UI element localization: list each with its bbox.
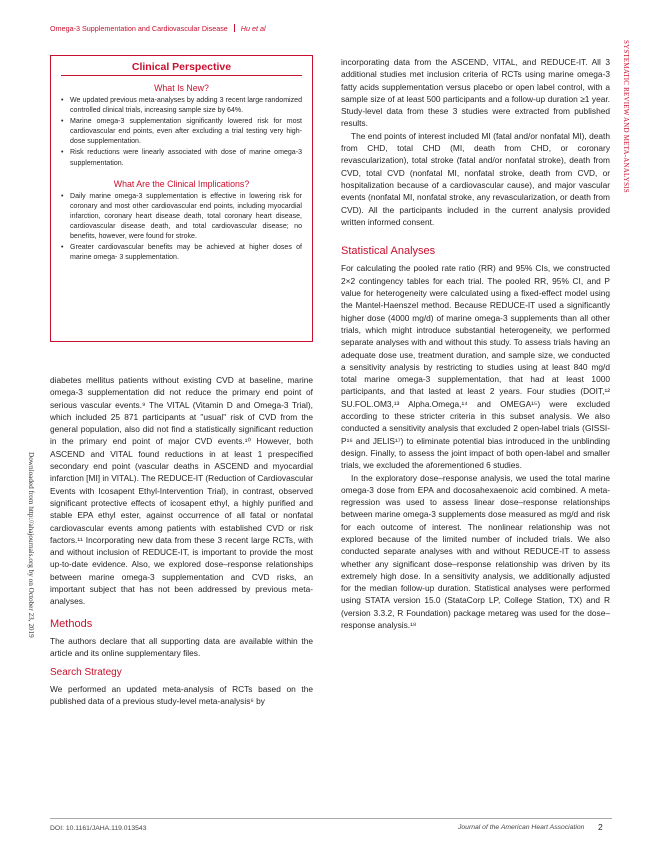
page-number: 2 bbox=[598, 822, 603, 832]
footer-doi: DOI: 10.1161/JAHA.119.013543 bbox=[50, 825, 147, 832]
search-strategy-paragraph: We performed an updated meta-analysis of RCTs based on the published data of a previous study-level meta-analysis⁶ by bbox=[50, 683, 313, 707]
clinical-implications-list bbox=[51, 192, 312, 264]
list-item: • Marine omega-3 supplementation significantly lowered risk for most cardiovascular end points, even after excluding a trial testing very high-dose supplementation. bbox=[70, 117, 302, 147]
list-item: • We updated previous meta-analyses by adding 3 recent large randomized controlled clinical trials, increasing sample size by 64%. bbox=[70, 96, 302, 116]
running-title: Omega-3 Supplementation and Cardiovascular Disease bbox=[50, 24, 228, 33]
footer-divider bbox=[50, 818, 612, 819]
statistics-paragraph: For calculating the pooled rate ratio (RR) and 95% CIs, we constructed 2×2 contingency tables for each trial. The pooled RR, 95% CI, and P value for heterogeneity were calculated using a fixed-effect model using the Mantel-Haenszel method. Because REDUCE-IT used a significantly higher dose (4000 mg/d) of marine omega-3 supplements than all other trials, which might introduce substantial heterogeneity, we performed separate analyses with and without this study. To assess trials having an adequate dose use, treatment duration, and sample size, we conducted a sensitivity analysis by restricting to studies using at least 840 mg/d total marine omega-3 supplementation, that had at least 1000 participants, and that lasted at least 2 years. Four studies (DOIT,¹² SU.FOL.OM3,¹³ Alpha.Omega,¹⁴ and OMEGA¹⁵) were excluded according to these stricter criteria in this subset analysis. We also conducted a sensitivity analysis that excluded 2 open-label trials (GISSI-P¹⁶ and JELIS¹⁷) to eliminate potential bias introduced in the unblinding design. Finally, to assess the joint impact of both open-label and smaller trials, we excluded the aforementioned 6 studies. bbox=[341, 263, 610, 471]
clinical-implications-heading: What Are the Clinical Implications? bbox=[113, 178, 250, 189]
running-authors: Hu et al bbox=[240, 24, 266, 33]
what-is-new-heading: What Is New? bbox=[154, 83, 209, 93]
methods-heading: Methods bbox=[50, 617, 93, 630]
clinical-perspective-box bbox=[50, 55, 313, 342]
inclusion-paragraph: incorporating data from the ASCEND, VITAL, and REDUCE-IT. All 3 additional studies met inclusion criteria of RCTs using marine omega-3 fatty acids supplementation versus placebo or open label control, with a sample size of at least 500 participants and a follow-up duration ≥1 year. Study-level data from these 3 studies were extracted from published results. bbox=[341, 57, 610, 129]
search-strategy-heading: Search Strategy bbox=[50, 666, 122, 678]
dose-response-paragraph: In the exploratory dose–response analysis, we used the total marine omega-3 dose from EPA and docosahexaenoic acid combined. A meta-regression was used to assess linear dose–response relationships between marine omega-3 supplements dose measured as mg/d and risk for each outcome of interest. The nonlinear relationship was not explored because of the limited number of included trials. We also conducted separate analyses with and without REDUCE-IT to assess whether any significant dose–response relationship was driven by its extremely high dose. In a sensitivity analysis, we additionally adjusted for the median follow-up duration. Statistical analyses were performed using STATA version 15.0 (StataCorp LP, College Station, TX) and R (version 3.3.2, R Foundation) package metareg was used for the dose–response analysis.¹⁸ bbox=[341, 472, 610, 631]
endpoints-paragraph: The end points of interest included MI (fatal and/or nonfatal MI), death from CHD, total CHD (MI, death from CHD, or coronary revascularization), total stroke (fatal and/or nonfatal stroke), death from CVD, total CVD (nonfatal MI, nonfatal stroke, death from CVD, or hospitalization because of a cardiovascular cause), and major vascular events (nonfatal MI, nonfatal stroke, any revascularization, or death from CVD). All the participants included in the current analysis provided written informed consent. bbox=[341, 130, 610, 227]
box-title: Clinical Perspective bbox=[131, 61, 232, 73]
what-is-new-list bbox=[51, 96, 312, 169]
header-separator bbox=[234, 24, 235, 32]
running-header bbox=[50, 24, 266, 33]
left-column bbox=[50, 374, 313, 707]
box-divider bbox=[61, 75, 302, 76]
list-item: • Daily marine omega-3 supplementation is effective in lowering risk for coronary and most other cardiovascular end points, including myocardial infarction, coronary heart disease death, total coronary heart disease, cardiovascular disease death, and total cardiovascular disease; no benefits, however, were found for stroke. bbox=[70, 192, 302, 242]
list-item: • Greater cardiovascular benefits may be achieved at higher doses of marine omega- 3 supplementation. bbox=[70, 243, 302, 263]
methods-paragraph: The authors declare that all supporting data are available within the article and its online supplementary files. bbox=[50, 635, 313, 659]
statistical-analyses-heading: Statistical Analyses bbox=[341, 245, 436, 258]
list-item: • Risk reductions were linearly associated with dose of marine omega-3 supplementation. bbox=[70, 148, 302, 168]
footer-journal: Journal of the American Heart Association bbox=[458, 824, 585, 831]
intro-paragraph: diabetes mellitus patients without existing CVD at baseline, marine omega-3 supplementation did not reduce the primary end point of serious vascular events.⁹ The VITAL (Vitamin D and Omega-3 Trial), which included 25 871 participants at "usual" risk of CVD from the general population, also did not find a statistically significant reduction in the primary end point of major CVD events.¹⁰ However, both ASCEND and VITAL found reductions in at least 1 prespecified secondary end point (vascular deaths in ASCEND and myocardial infarction [MI] in VITAL). The REDUCE-IT (Reduction of Cardiovascular Events with Icosapent Ethyl-Intervention Trial), in contrast, observed significant protective effects of icosapent ethyl, a highly purified and stable EPA ethyl ester, against occurrence of all fatal or nonfatal cardiovascular events among patients with established CVD or risk factors.¹¹ Incorporating new data from these 3 recent large RCTs, with and without inclusion of REDUCE-IT, is important to provide the most up-to-date evidence. Also, we explored dose–response relationships between marine omega-3 supplementation and CVD risks, an important subject that has not been addressed by previous meta-analyses. bbox=[50, 375, 313, 607]
right-column bbox=[341, 56, 610, 631]
download-watermark: Downloaded from http://ahajournals.org by on October 23, 2019 bbox=[27, 452, 35, 638]
side-section-label: SYSTEMATIC REVIEW AND META-ANALYSIS bbox=[622, 40, 630, 193]
